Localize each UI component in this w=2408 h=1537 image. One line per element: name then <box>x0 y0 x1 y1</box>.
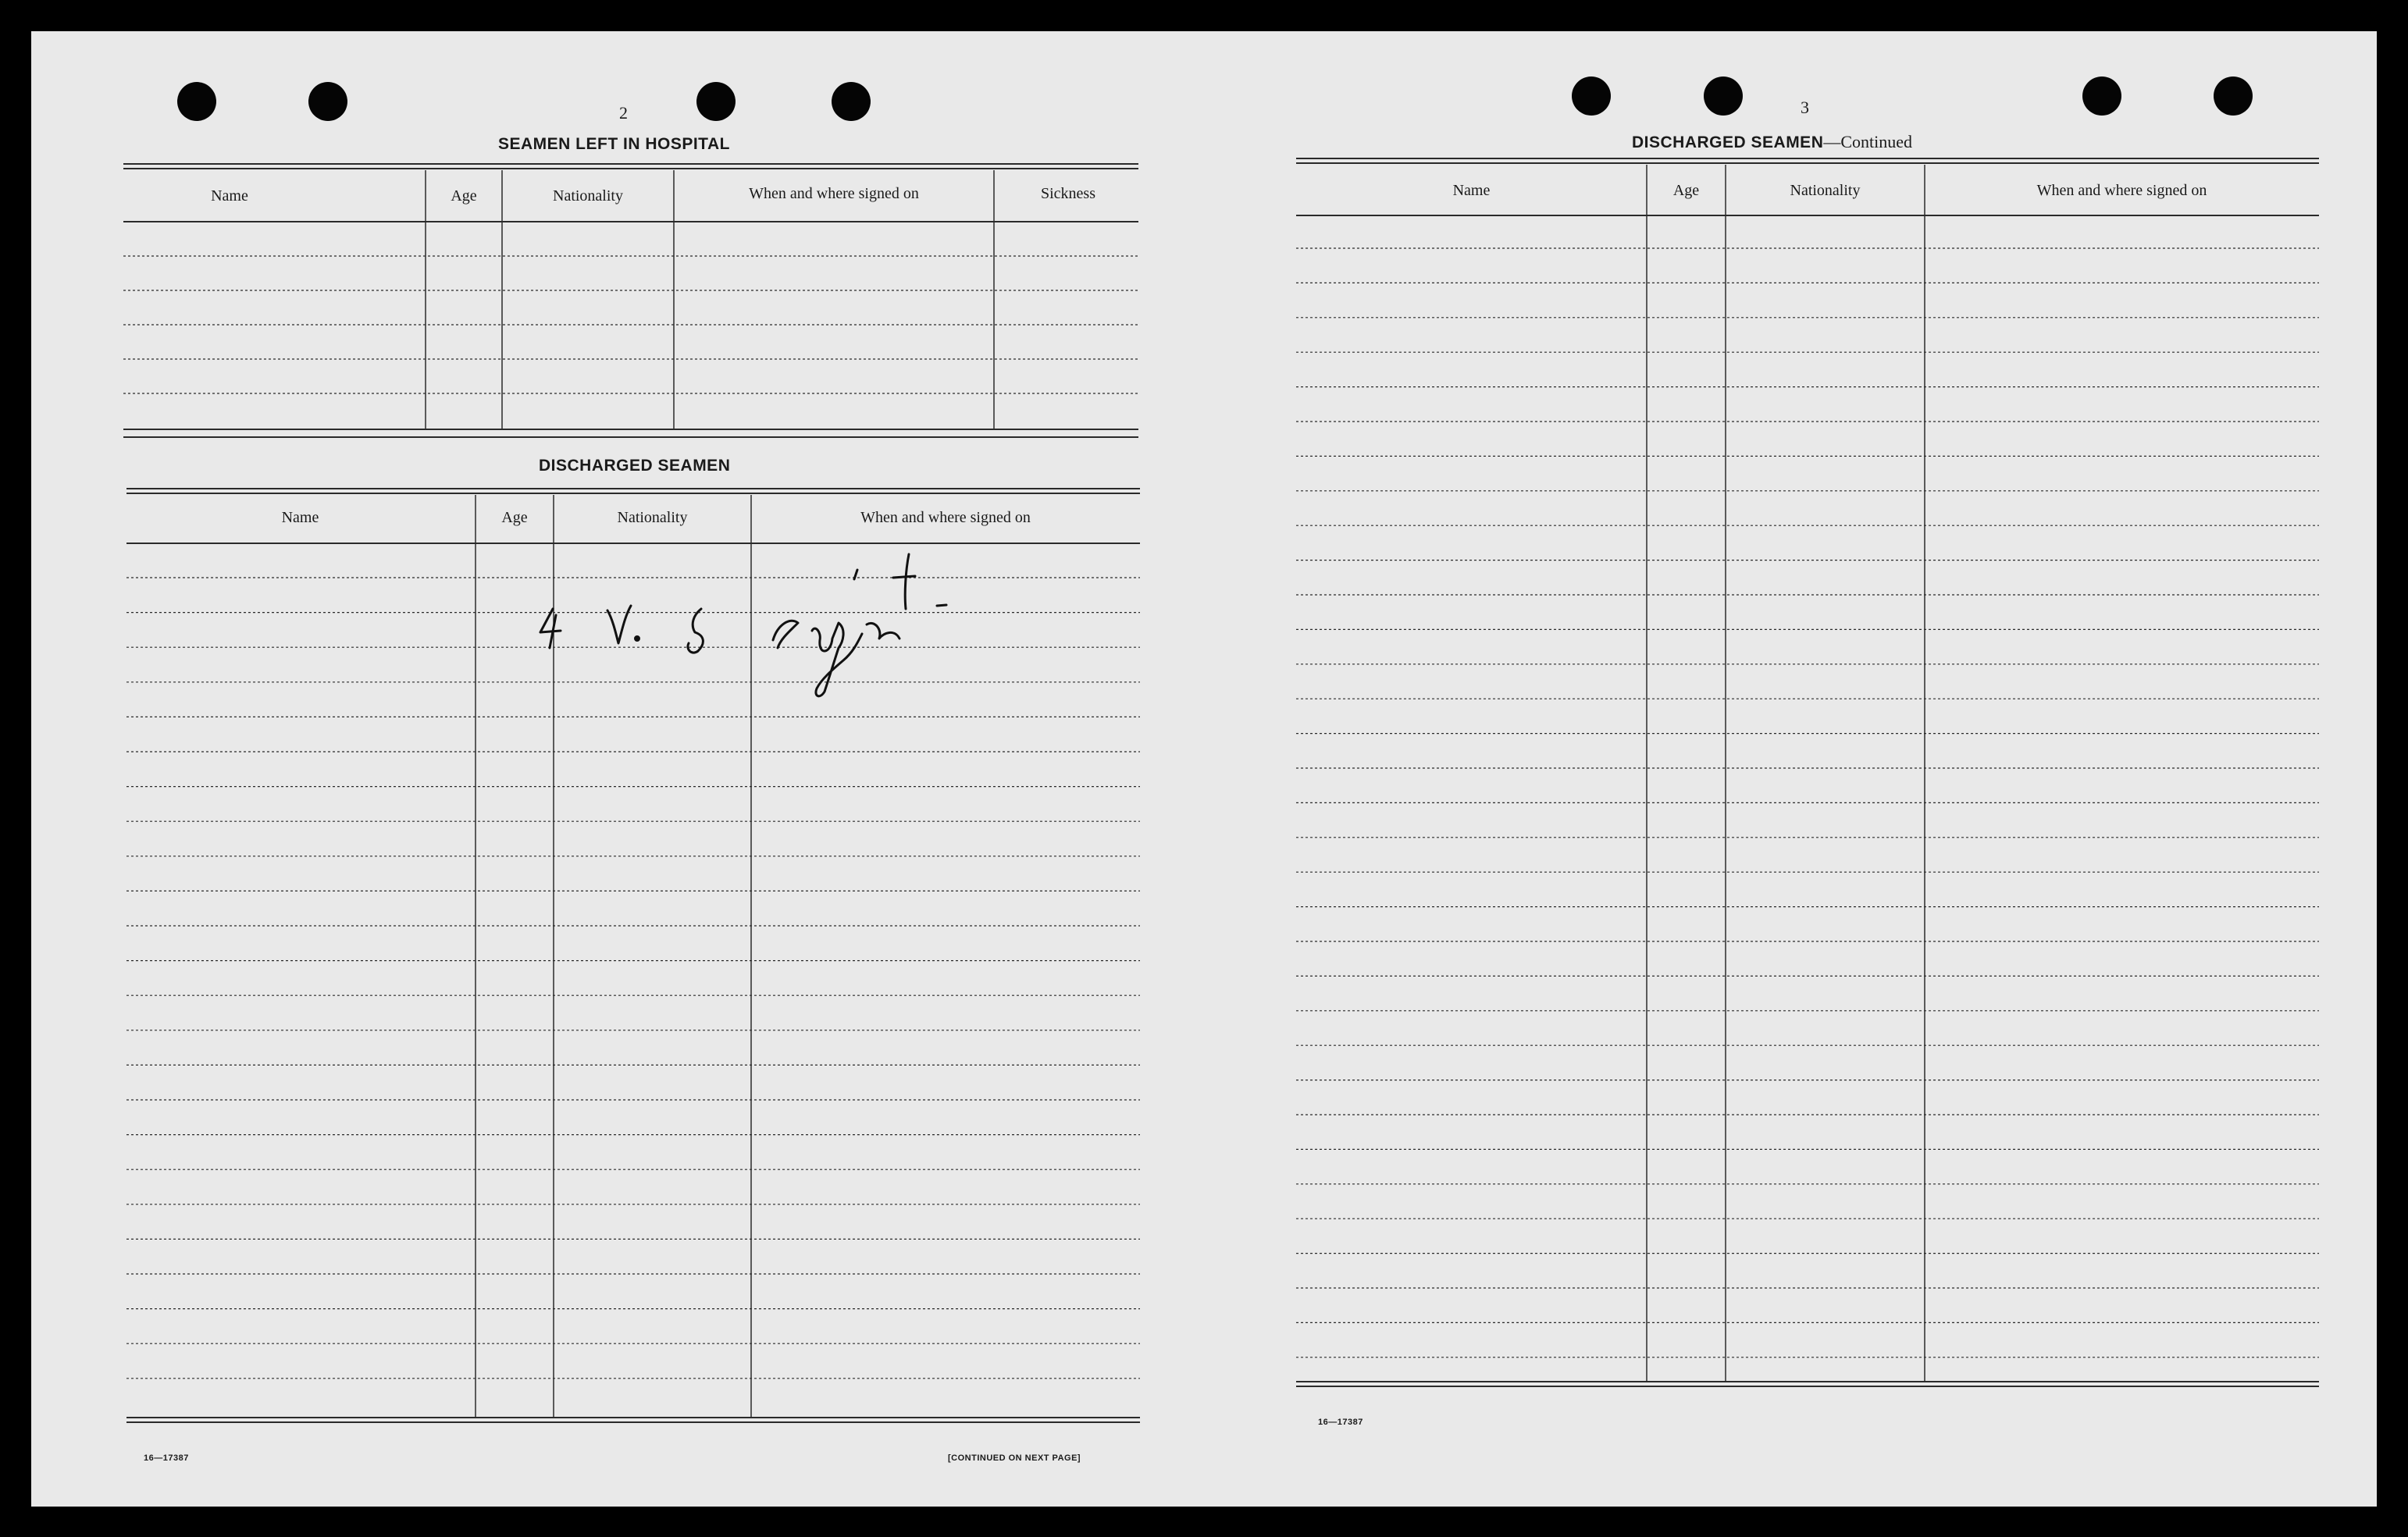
document-sheet <box>31 31 2377 1507</box>
right-header-nationality: Nationality <box>1790 182 1861 199</box>
ruled-lines <box>31 31 2377 1507</box>
hospital-header-when-where: When and where signed on <box>749 185 919 202</box>
form-number-right: 16—17387 <box>1318 1418 1363 1427</box>
page-number-right: 3 <box>1801 98 1809 117</box>
form-number-left: 16—17387 <box>144 1453 189 1463</box>
hospital-section-title: SEAMEN LEFT IN HOSPITAL <box>498 135 730 153</box>
discharged-section-title: DISCHARGED SEAMEN <box>539 457 731 475</box>
discharged-header-name: Name <box>281 509 319 526</box>
right-header-when-where: When and where signed on <box>2036 182 2207 199</box>
right-section-title-main: DISCHARGED SEAMEN <box>1632 133 1824 151</box>
discharged-header-when-where: When and where signed on <box>860 509 1031 526</box>
hospital-header-age: Age <box>451 187 477 205</box>
hospital-header-sickness: Sickness <box>1041 185 1095 202</box>
discharged-header-nationality: Nationality <box>617 509 688 526</box>
right-header-age: Age <box>1672 182 1700 199</box>
right-section-title <box>1632 132 1912 152</box>
right-header-name: Name <box>1452 182 1491 199</box>
discharged-header-age: Age <box>501 509 528 526</box>
hospital-header-nationality: Nationality <box>553 187 623 205</box>
continued-note: [CONTINUED ON NEXT PAGE] <box>948 1453 1081 1463</box>
right-section-title-suffix: —Continued <box>1823 132 1913 151</box>
hospital-header-name: Name <box>211 187 248 205</box>
page-number-left: 2 <box>619 103 628 123</box>
